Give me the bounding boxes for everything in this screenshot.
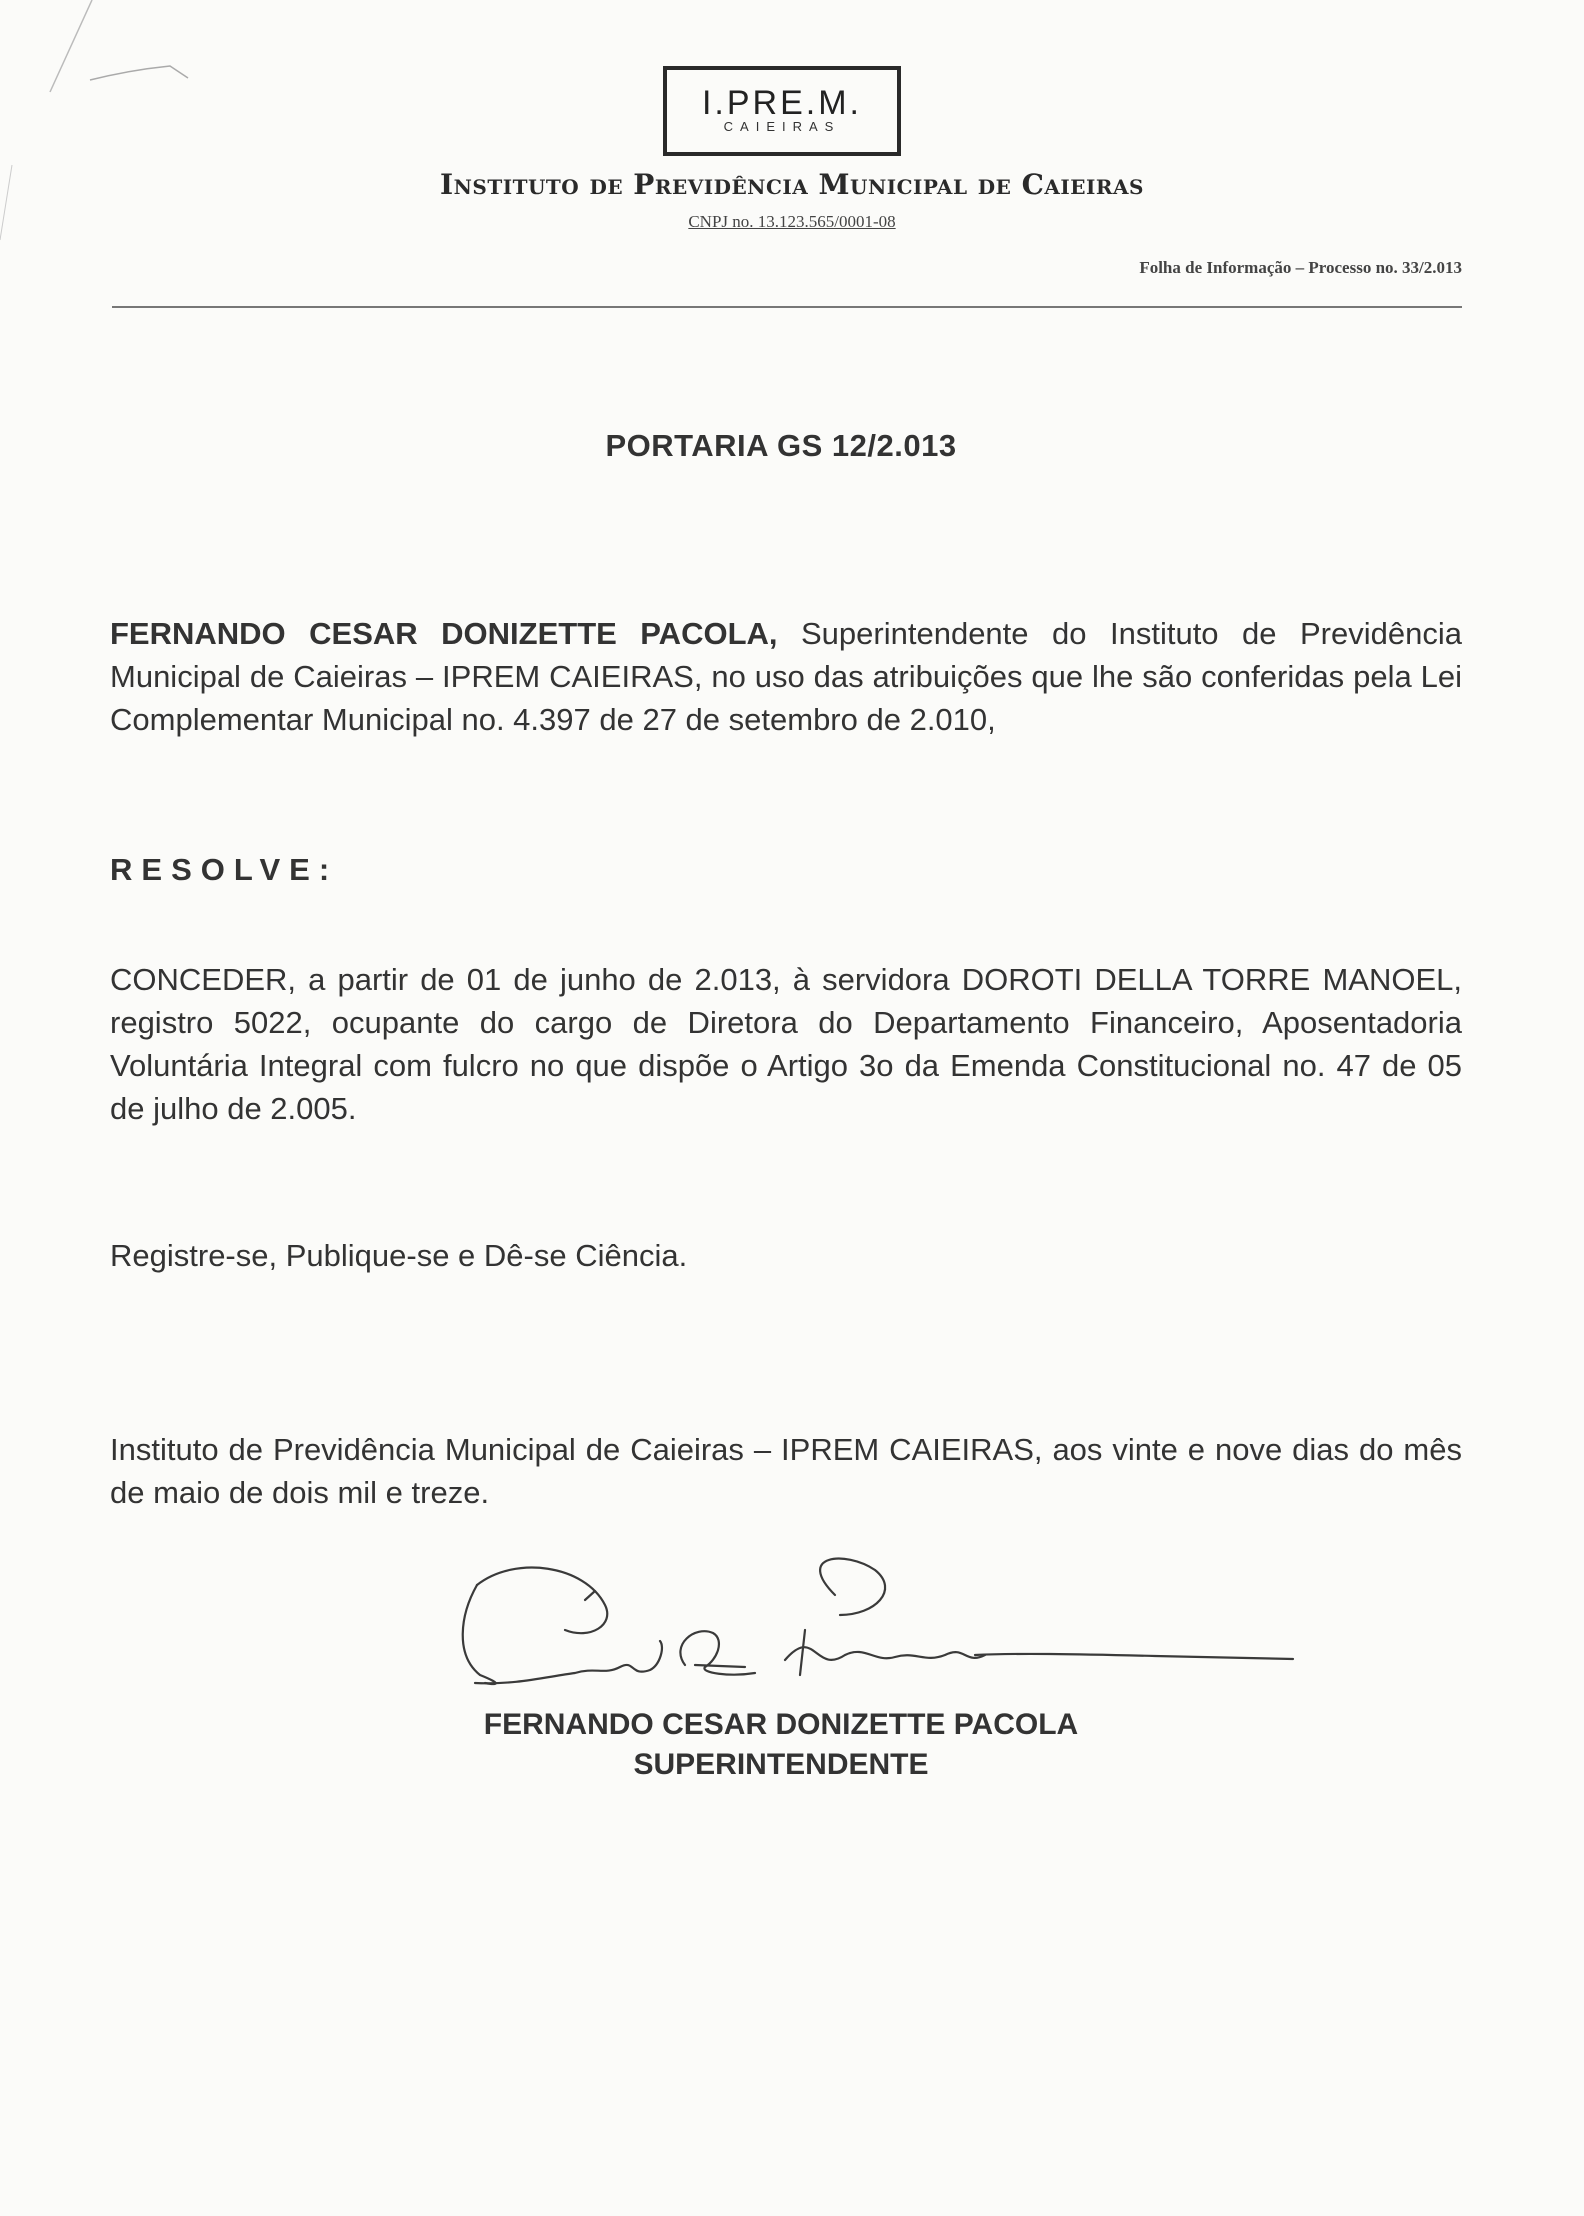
resolve-heading: RESOLVE:	[110, 852, 339, 887]
logo-main-text: I.PRE.M.	[701, 84, 863, 122]
handwritten-signature	[455, 1555, 1305, 1705]
conceder-paragraph: CONCEDER, a partir de 01 de junho de 2.013, à servidora DOROTI DELLA TORRE MANOEL, registro 5022, ocupante do cargo de Diretora do Departamento Financeiro, Aposentadoria Voluntária Integral com fulcro no que dispõe o Artigo 3o da Emenda Constitucional no. 47 de 05 de julho de 2.005.	[110, 962, 1462, 1126]
closing-paragraph: Instituto de Previdência Municipal de Caieiras – IPREM CAIEIRAS, aos vinte e nove dias do mês de maio de dois mil e treze.	[110, 1432, 1462, 1510]
header-divider	[112, 306, 1462, 308]
iprem-logo	[663, 66, 901, 156]
document-title: PORTARIA GS 12/2.013	[605, 428, 957, 463]
institution-name: Instituto de Previdência Municipal de Caieiras	[440, 168, 1144, 201]
process-info: Folha de Informação – Processo no. 33/2.013	[1139, 258, 1462, 277]
signatory-name: FERNANDO CESAR DONIZETTE PACOLA	[483, 1708, 1079, 1741]
intro-text: Superintendente do Instituto de Previdência Municipal de Caieiras – IPREM CAIEIRAS, no uso das atribuições que lhe são conferidas pela Lei Complementar Municipal no. 4.397 de 27 de setembro de 2.010,	[110, 616, 1462, 737]
cnpj-number: CNPJ no. 13.123.565/0001-08	[688, 212, 896, 231]
intro-paragraph	[110, 612, 1462, 741]
intro-name: FERNANDO CESAR DONIZETTE PACOLA,	[110, 616, 778, 651]
logo-sub-text: CAIEIRAS	[723, 119, 841, 134]
registre-paragraph: Registre-se, Publique-se e Dê-se Ciência.	[110, 1238, 688, 1273]
signatory-title: SUPERINTENDENTE	[633, 1748, 929, 1781]
